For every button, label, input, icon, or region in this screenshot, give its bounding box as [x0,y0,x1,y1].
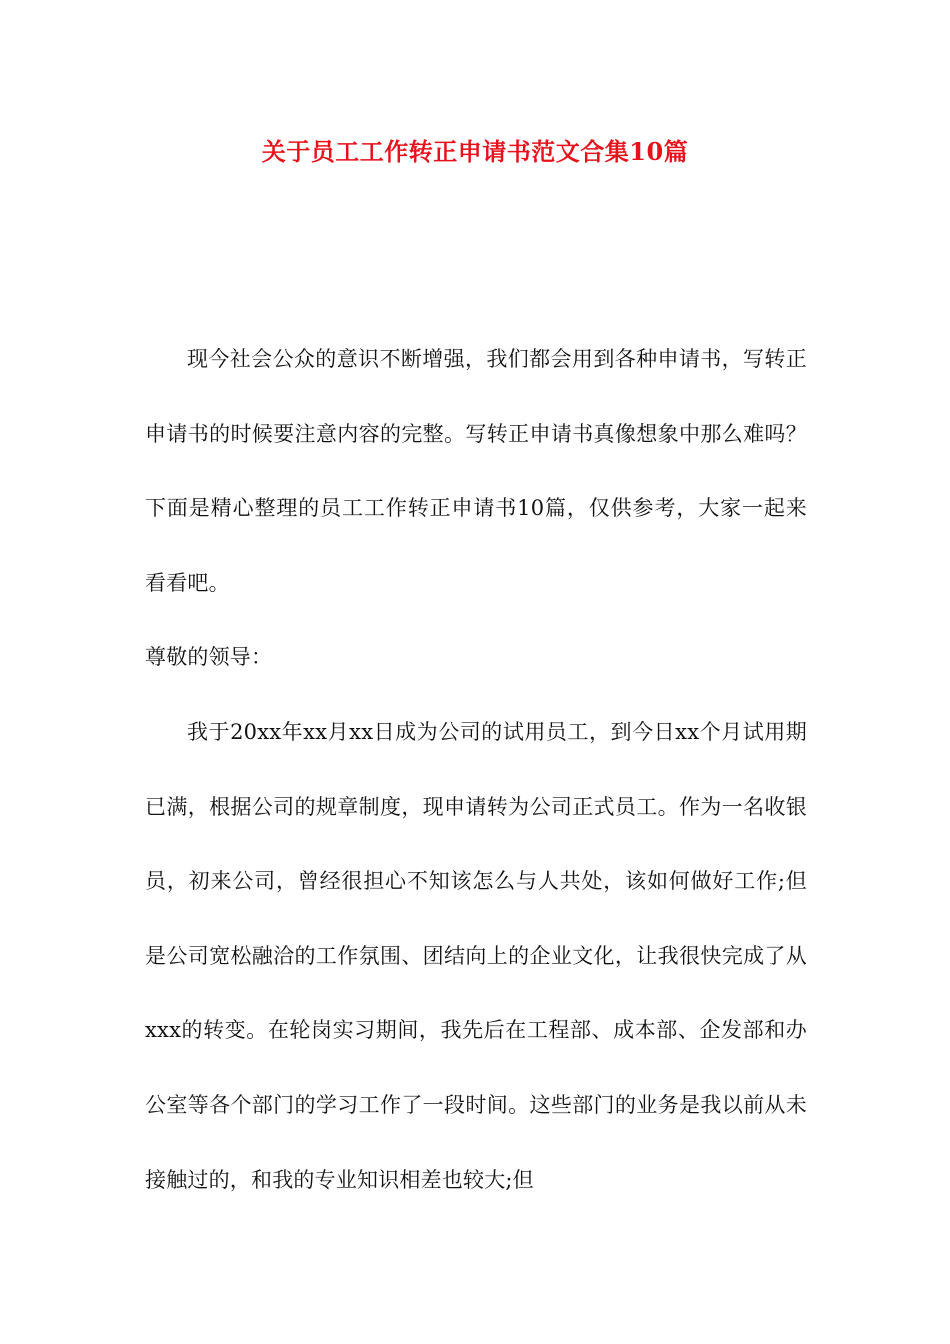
body-paragraph: 我于20xx年xx月xx日成为公司的试用员工，到今日xx个月试用期已满，根据公司的规章制度，现申请转为公司正式员工。作为一名收银员，初来公司，曾经很担心不知该怎么与人共处，该如何做好工作;但是公司宽松融洽的工作氛围、团结向上的企业文化，让我很快完成了从xxx的转变。在轮岗实习期间，我先后在工程部、成本部、企发部和办公室等各个部门的学习工作了一段时间。这些部门的业务是我以前从未接触过的，和我的专业知识相差也较大;但 [145,719,807,1192]
salutation: 尊敬的领导： [145,645,273,670]
document-title: 关于员工工作转正申请书范文合集10篇 [261,137,689,166]
document-body [145,322,807,1217]
intro-paragraph: 现今社会公众的意识不断增强，我们都会用到各种申请书，写转正申请书的时候要注意内容的完整。写转正申请书真像想象中那么难吗？下面是精心整理的员工工作转正申请书10篇，仅供参考，大家一起来看看吧。 [145,347,807,595]
